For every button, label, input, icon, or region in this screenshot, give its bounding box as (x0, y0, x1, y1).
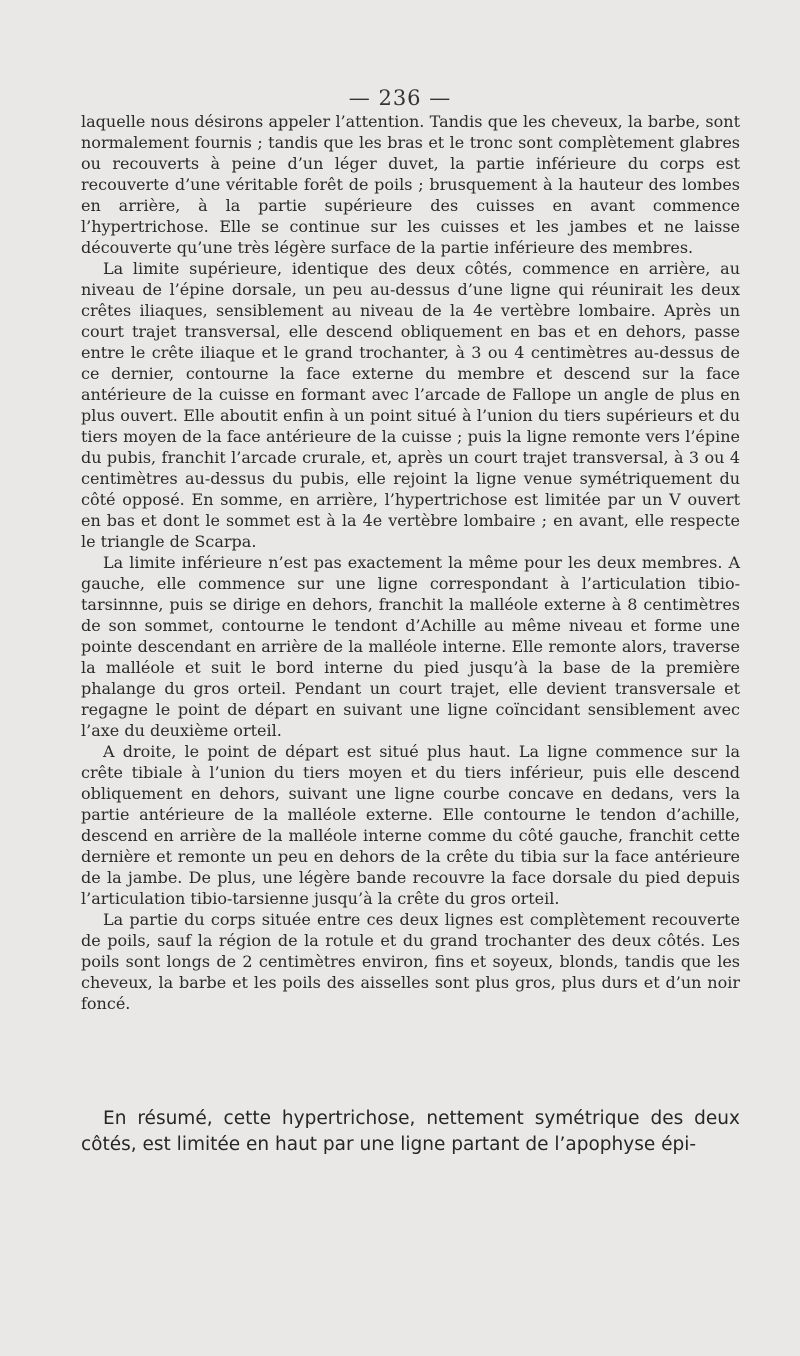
paragraph-4: A droite, le point de départ est situé plus haut. La ligne commence sur la crête tibiale à l’union du tiers moyen et du tiers inférieur, puis elle descend obliquement en dehors, suivant une ligne courbe concave en dedans, vers la partie antérieure de la malléole externe. Elle contourne le tendon d’achille, descend en arrière de la malléole interne comme du côté gauche, franchit cette dernière et remonte un peu en dehors de la crête du tibia sur la face antérieure de la jambe. De plus, une légère bande recouvre la face dorsale du pied depuis l’articulation tibio-tarsienne jusqu’à la crête du gros orteil. (81, 742, 740, 908)
body-text (81, 111, 740, 1014)
paragraph-2: La limite supérieure, identique des deux côtés, commence en arrière, au niveau de l’épine dorsale, un peu au-dessus d’une ligne qui réunirait les deux crêtes iliaques, sensiblement au niveau de la 4e vertèbre lombaire. Après un court trajet transversal, elle descend obliquement en bas et en dehors, passe entre le crête iliaque et le grand trochanter, à 3 ou 4 centimètres au-dessus de ce dernier, contourne la face externe du membre et descend sur la face antérieure de la cuisse en formant avec l’arcade de Fallope un angle de plus en plus ouvert. Elle aboutit enfin à un point situé à l’union du tiers supérieurs et du tiers moyen de la face antérieure de la cuisse ; puis la ligne remonte vers l’épine du pubis, franchit l’arcade crurale, et, après un court trajet transversal, à 3 ou 4 centimètres au-dessus du pubis, elle rejoint la ligne venue symétriquement du côté opposé. En somme, en arrière, l’hypertrichose est limitée par un V ouvert en bas et dont le sommet est à la 4e vertèbre lombaire ; en avant, elle respecte le triangle de Scarpa. (81, 259, 740, 551)
paragraph-5: La partie du corps située entre ces deux lignes est complètement recouverte de poils, sauf la région de la rotule et du grand trochanter des deux côtés. Les poils sont longs de 2 centimètres environ, fins et soyeux, blonds, tandis que les cheveux, la barbe et les poils des aisselles sont plus gros, plus durs et d’un noir foncé. (81, 910, 740, 1013)
paragraph-1: laquelle nous désirons appeler l’attention. Tandis que les cheveux, la barbe, sont normalement fournis ; tandis que les bras et le tronc sont complètement glabres ou recouverts à peine d’un léger duvet, la partie inférieure du corps est recouverte d’une véritable forêt de poils ; brusquement à la hauteur des lombes en arrière, à la partie supérieure des cuisses en avant commence l’hypertrichose. Elle se continue sur les cuisses et les jambes et ne laisse découverte qu’une très légère surface de la partie inférieure des membres. (81, 112, 740, 257)
paragraph-3: La limite inférieure n’est pas exactement la même pour les deux membres. A gauche, elle commence sur une ligne correspondant à l’articulation tibio-tarsinnne, puis se dirige en dehors, franchit la malléole externe à 8 centimètres de son sommet, contourne le tendont d’Achille au même niveau et forme une pointe descendant en arrière de la malléole interne. Elle remonte alors, traverse la malléole et suit le bord interne du pied jusqu’à la base de la première phalange du gros orteil. Pendant un court trajet, elle devient transversale et regagne le point de départ en suivant une ligne coïncidant sensiblement avec l’axe du deuxième orteil. (81, 553, 740, 740)
page-number: — 236 — (348, 86, 452, 110)
summary-paragraph: En résumé, cette hypertrichose, nettement symétrique des deux côtés, est limitée en haut par une ligne partant de l’apophyse épi- (81, 1108, 740, 1155)
